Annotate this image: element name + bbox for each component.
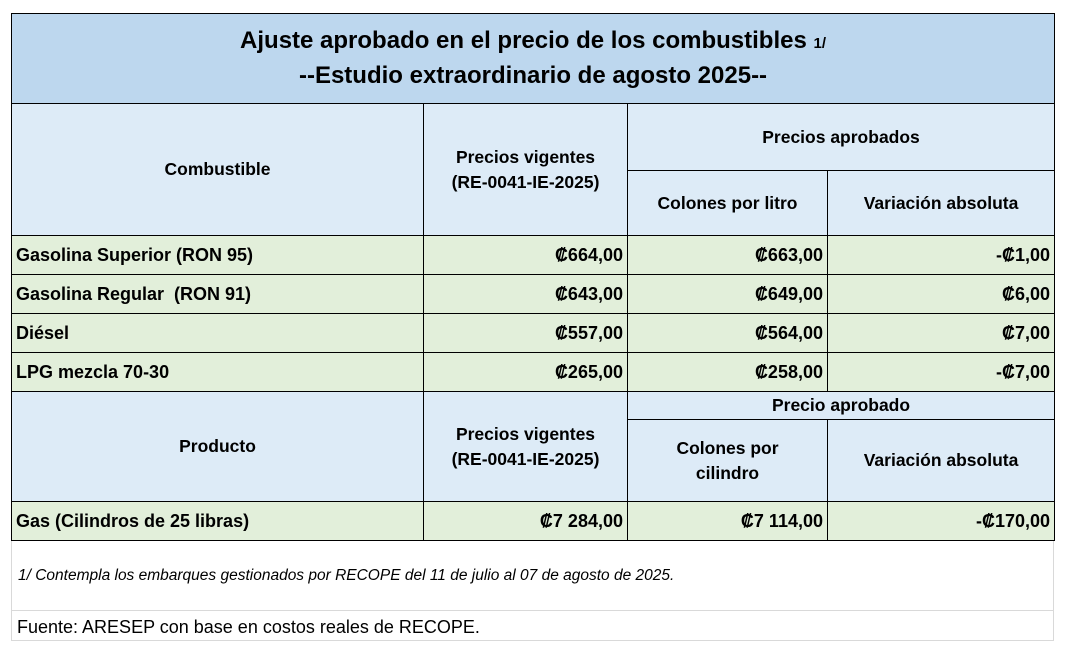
fuel-name: Gasolina Superior (RON 95)	[12, 236, 424, 275]
header-precios-vigentes-line2: (RE-0041-IE-2025)	[451, 171, 600, 192]
fuel-variacion: ₡6,00	[828, 275, 1055, 314]
header-precio-aprobado: Precio aprobado	[628, 392, 1055, 420]
table-row	[12, 353, 1055, 392]
title-footnote-marker: 1/	[813, 35, 827, 52]
price-table	[11, 13, 1055, 541]
fuel-aprobado: ₡564,00	[628, 314, 828, 353]
fuel-name: LPG mezcla 70-30	[12, 353, 424, 392]
fuel-vigente: ₡664,00	[424, 236, 628, 275]
fuel-aprobado: ₡663,00	[628, 236, 828, 275]
header-precios-vigentes	[424, 104, 628, 236]
header-combustible: Combustible	[12, 104, 424, 236]
header-colones-por-cilindro-line1: Colones por	[676, 437, 779, 458]
table-row	[12, 314, 1055, 353]
fuel-vigente: ₡557,00	[424, 314, 628, 353]
price-table-frame	[11, 13, 1054, 541]
fuel-variacion: -₡1,00	[828, 236, 1055, 275]
header2-precios-vigentes-line2: (RE-0041-IE-2025)	[451, 448, 600, 469]
table-row	[12, 236, 1055, 275]
gas-variacion: -₡170,00	[828, 502, 1055, 541]
source-text: Fuente: ARESEP con base en costos reales de RECOPE.	[17, 617, 480, 637]
fuel-vigente: ₡265,00	[424, 353, 628, 392]
header-colones-por-cilindro-line2: cilindro	[695, 462, 760, 483]
title-line2: --Estudio extraordinario de agosto 2025--	[298, 62, 768, 89]
header-producto: Producto	[12, 392, 424, 502]
fuel-variacion: -₡7,00	[828, 353, 1055, 392]
table-row	[12, 275, 1055, 314]
header-variacion-absoluta: Variación absoluta	[828, 171, 1055, 236]
title-line1: Ajuste aprobado en el precio de los combustibles	[240, 27, 807, 54]
fuel-aprobado: ₡649,00	[628, 275, 828, 314]
header2-precios-vigentes	[424, 392, 628, 502]
footnote-text: 1/ Contempla los embarques gestionados por RECOPE del 11 de julio al 07 de agosto de 2025.	[18, 567, 675, 584]
gas-vigente: ₡7 284,00	[424, 502, 628, 541]
source-box	[11, 610, 1054, 641]
header-colones-por-cilindro	[628, 420, 828, 502]
fuel-vigente: ₡643,00	[424, 275, 628, 314]
fuel-aprobado: ₡258,00	[628, 353, 828, 392]
fuel-name: Diésel	[12, 314, 424, 353]
header-precios-vigentes-line1: Precios vigentes	[455, 146, 596, 167]
gas-name: Gas (Cilindros de 25 libras)	[12, 502, 424, 541]
gas-aprobado: ₡7 114,00	[628, 502, 828, 541]
table-row	[12, 502, 1055, 541]
table-title	[12, 14, 1055, 104]
header2-variacion-absoluta: Variación absoluta	[828, 420, 1055, 502]
header-colones-por-litro: Colones por litro	[628, 171, 828, 236]
fuel-name: Gasolina Regular (RON 91)	[12, 275, 424, 314]
header2-precios-vigentes-line1: Precios vigentes	[455, 423, 596, 444]
footnote-box	[11, 541, 1054, 611]
header-precios-aprobados: Precios aprobados	[628, 104, 1055, 171]
fuel-variacion: ₡7,00	[828, 314, 1055, 353]
